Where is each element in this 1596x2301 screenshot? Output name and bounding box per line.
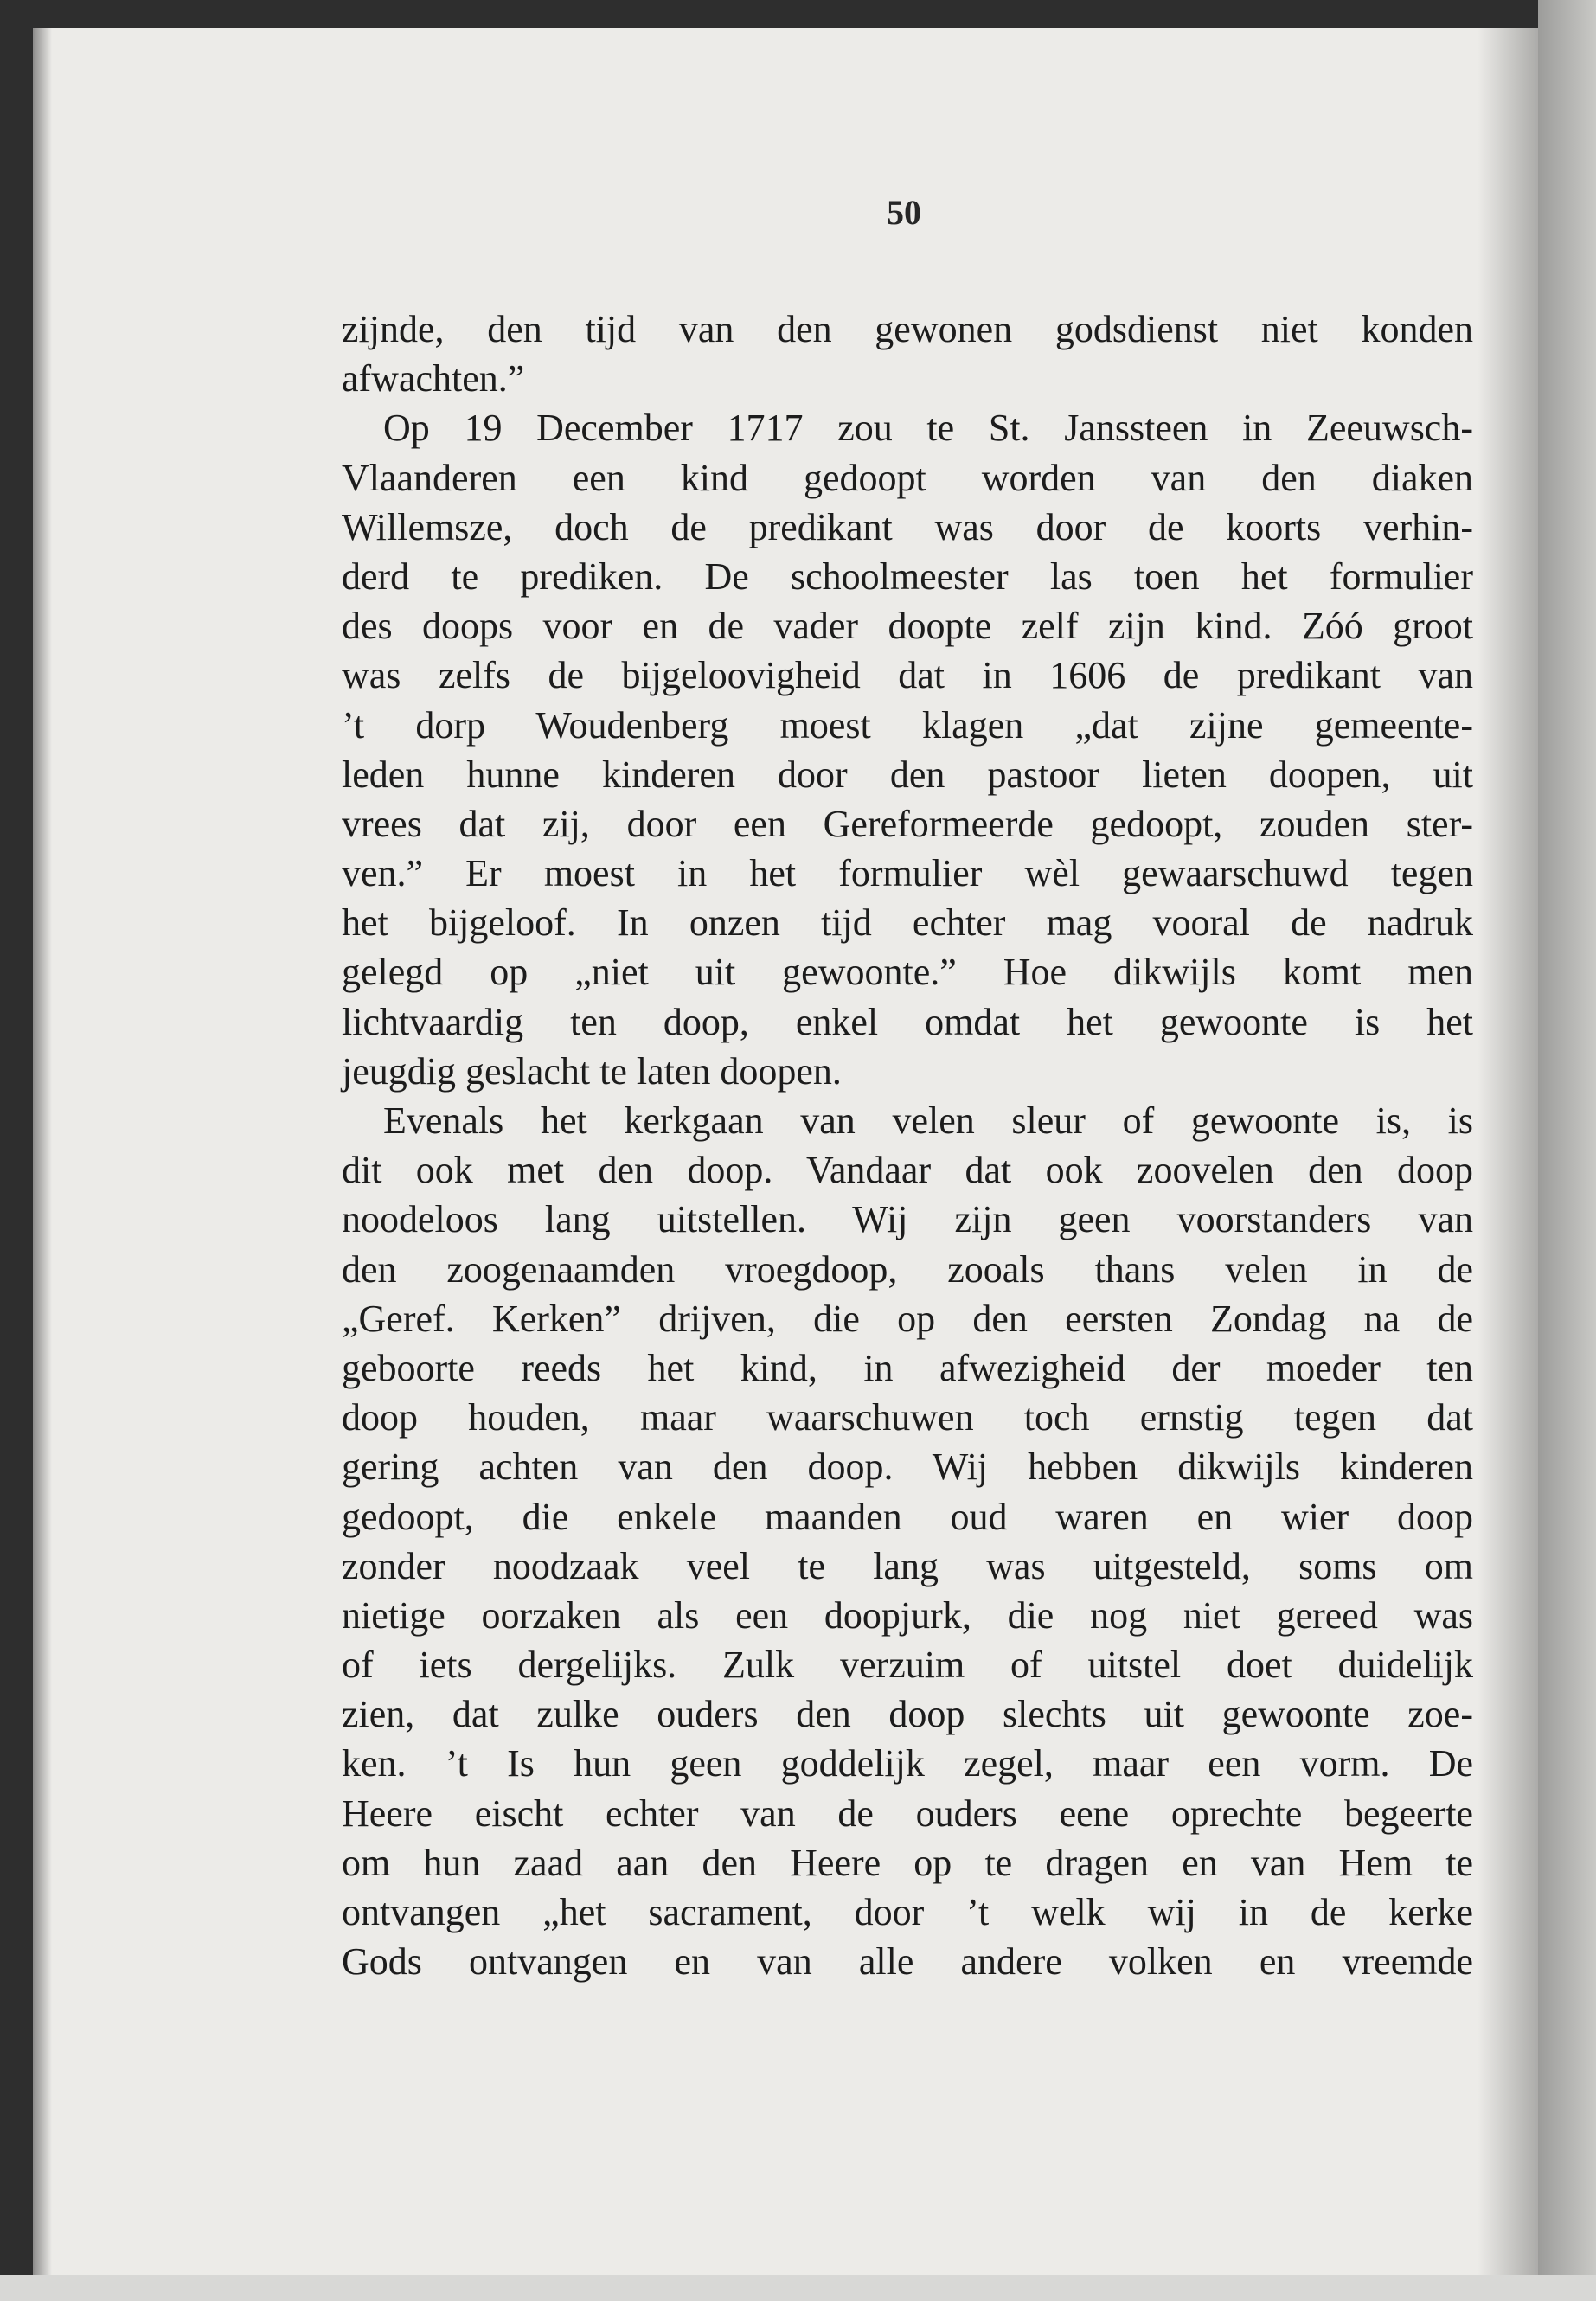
text-line: gering achten van den doop. Wij hebben dikwijls kinderen [342,1445,1473,1489]
text-line: Heere eischt echter van de ouders eene oprechte begeerte [342,1791,1473,1835]
text-line: Vlaanderen een kind gedoopt worden van den diaken [342,456,1473,499]
text-line: of iets dergelijks. Zulk verzuim of uitstel doet duidelijk [342,1644,1473,1687]
text-line: Evenals het kerkgaan van velen sleur of gewoonte is, is [383,1099,1473,1142]
page-gutter-shadow [33,28,52,2275]
body-text [342,304,1473,1986]
text-line: was zelfs de bijgeloovigheid dat in 1606 de predikant van [342,654,1473,697]
text-line: zijnde, den tijd van den gewonen godsdienst niet konden [342,308,1473,350]
text-line: gelegd op „niet uit gewoonte.” Hoe dikwijls komt men [342,951,1473,994]
text-line: des doops voor en de vader doopte zelf zijn kind. Zóó groot [342,605,1473,648]
page-number: 50 [887,193,921,232]
text-line: jeugdig geslacht te laten doopen. [342,1049,842,1093]
text-line: Willemsze, doch de predikant was door de koorts verhin- [342,505,1473,548]
text-line: noodeloos lang uitstellen. Wij zijn geen voorstanders van [342,1198,1473,1241]
text-line: lichtvaardig ten doop, enkel omdat het gewoonte is het [342,1000,1473,1043]
page-edge [1538,0,1596,2301]
text-line: geboorte reeds het kind, in afwezigheid der moeder ten [342,1346,1473,1389]
text-line: gedoopt, die enkele maanden oud waren en wier doop [342,1495,1473,1538]
text-line: ’t dorp Woudenberg moest klagen „dat zijne gemeente- [342,703,1473,747]
text-line: het bijgeloof. In onzen tijd echter mag vooral de nadruk [342,901,1473,945]
text-line: vrees dat zij, door een Gereformeerde gedoopt, zouden ster- [342,802,1473,845]
text-line: nietige oorzaken als een doopjurk, die nog niet gereed was [342,1593,1473,1637]
text-line: doop houden, maar waarschuwen toch ernstig tegen dat [342,1396,1473,1439]
text-line: dit ook met den doop. Vandaar dat ook zoovelen den doop [342,1149,1473,1192]
text-line: zien, dat zulke ouders den doop slechts uit gewoonte zoe- [342,1693,1473,1736]
text-line: ontvangen „het sacrament, door ’t welk wij in de kerke [342,1891,1473,1933]
text-line: den zoogenaamden vroegdoop, zooals thans velen in de [342,1247,1473,1291]
text-line: „Geref. Kerken” drijven, die op den eersten Zondag na de [342,1297,1473,1340]
text-line: om hun zaad aan den Heere op te dragen en van Hem te [342,1841,1473,1884]
text-line: ken. ’t Is hun geen goddelijk zegel, maar een vorm. De [342,1742,1473,1785]
text-line: ven.” Er moest in het formulier wèl gewaarschuwd tegen [342,852,1473,895]
page-edge-shadow [1477,28,1538,2275]
text-line: Gods ontvangen en van alle andere volken en vreemde [342,1940,1473,1984]
scan-bottom-margin [0,2275,1596,2301]
text-line: afwachten.” [342,357,525,401]
text-line: Op 19 December 1717 zou te St. Janssteen in Zeeuwsch- [383,407,1473,450]
text-line: leden hunne kinderen door den pastoor lieten doopen, uit [342,753,1473,796]
text-line: derd te prediken. De schoolmeester las toen het formulier [342,554,1473,598]
text-line: zonder noodzaak veel te lang was uitgesteld, soms om [342,1544,1473,1587]
